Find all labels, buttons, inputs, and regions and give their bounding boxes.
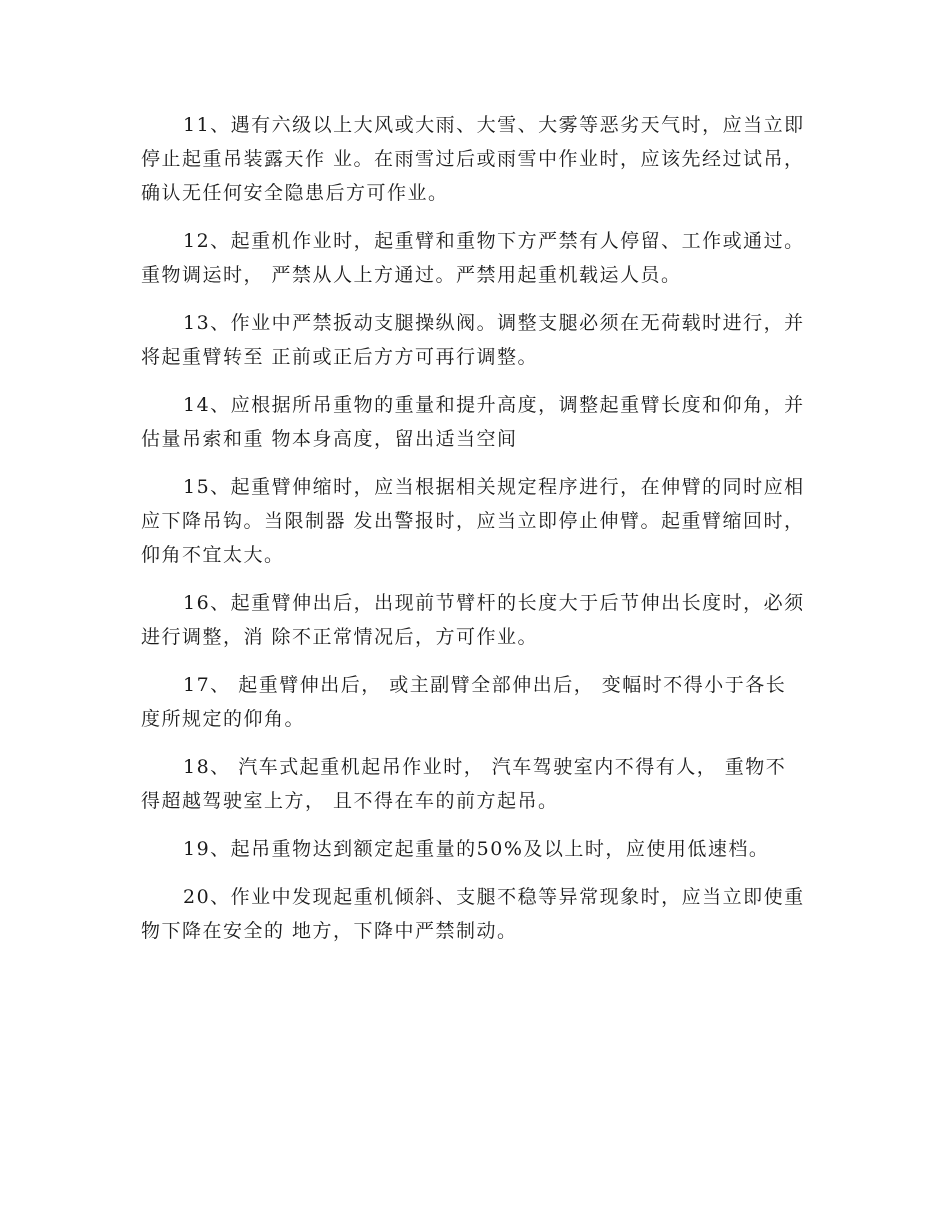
document-body — [141, 108, 806, 962]
paragraph-11: 11、遇有六级以上大风或大雨、大雪、大雾等恶劣天气时，应当立即停止起重吊装露天作 业。在雨雪过后或雨雪中作业时，应该先经过试吊，确认无任何安全隐患后方可作业。 — [141, 114, 805, 204]
paragraph-14: 14、应根据所吊重物的重量和提升高度，调整起重臂长度和仰角，并估量吊索和重 物本身高度，留出适当空间 — [141, 394, 805, 450]
paragraph-19: 19、起吊重物达到额定起重量的50%及以上时，应使用低速档。 — [183, 838, 770, 860]
paragraph-18: 18、 汽车式起重机起吊作业时， 汽车驾驶室内不得有人， 重物不得超越驾驶室上方， 且不得在车的前方起吊。 — [141, 756, 787, 812]
paragraph-12: 12、起重机作业时，起重臂和重物下方严禁有人停留、工作或通过。重物调运时， 严禁从人上方通过。严禁用起重机载运人员。 — [141, 230, 805, 286]
paragraph-17: 17、 起重臂伸出后， 或主副臂全部伸出后， 变幅时不得小于各长度所规定的仰角。 — [141, 674, 787, 730]
paragraph-13: 13、作业中严禁扳动支腿操纵阀。调整支腿必须在无荷载时进行，并将起重臂转至 正前或正后方方可再行调整。 — [141, 312, 805, 368]
paragraph-20: 20、作业中发现起重机倾斜、支腿不稳等异常现象时，应当立即使重物下降在安全的 地方，下降中严禁制动。 — [141, 886, 805, 942]
paragraph-16: 16、起重臂伸出后，出现前节臂杆的长度大于后节伸出长度时，必须进行调整，消 除不正常情况后，方可作业。 — [141, 592, 805, 648]
paragraph-15: 15、起重臂伸缩时，应当根据相关规定程序进行，在伸臂的同时应相应下降吊钩。当限制器 发出警报时，应当立即停止伸臂。起重臂缩回时，仰角不宜太大。 — [141, 476, 805, 566]
